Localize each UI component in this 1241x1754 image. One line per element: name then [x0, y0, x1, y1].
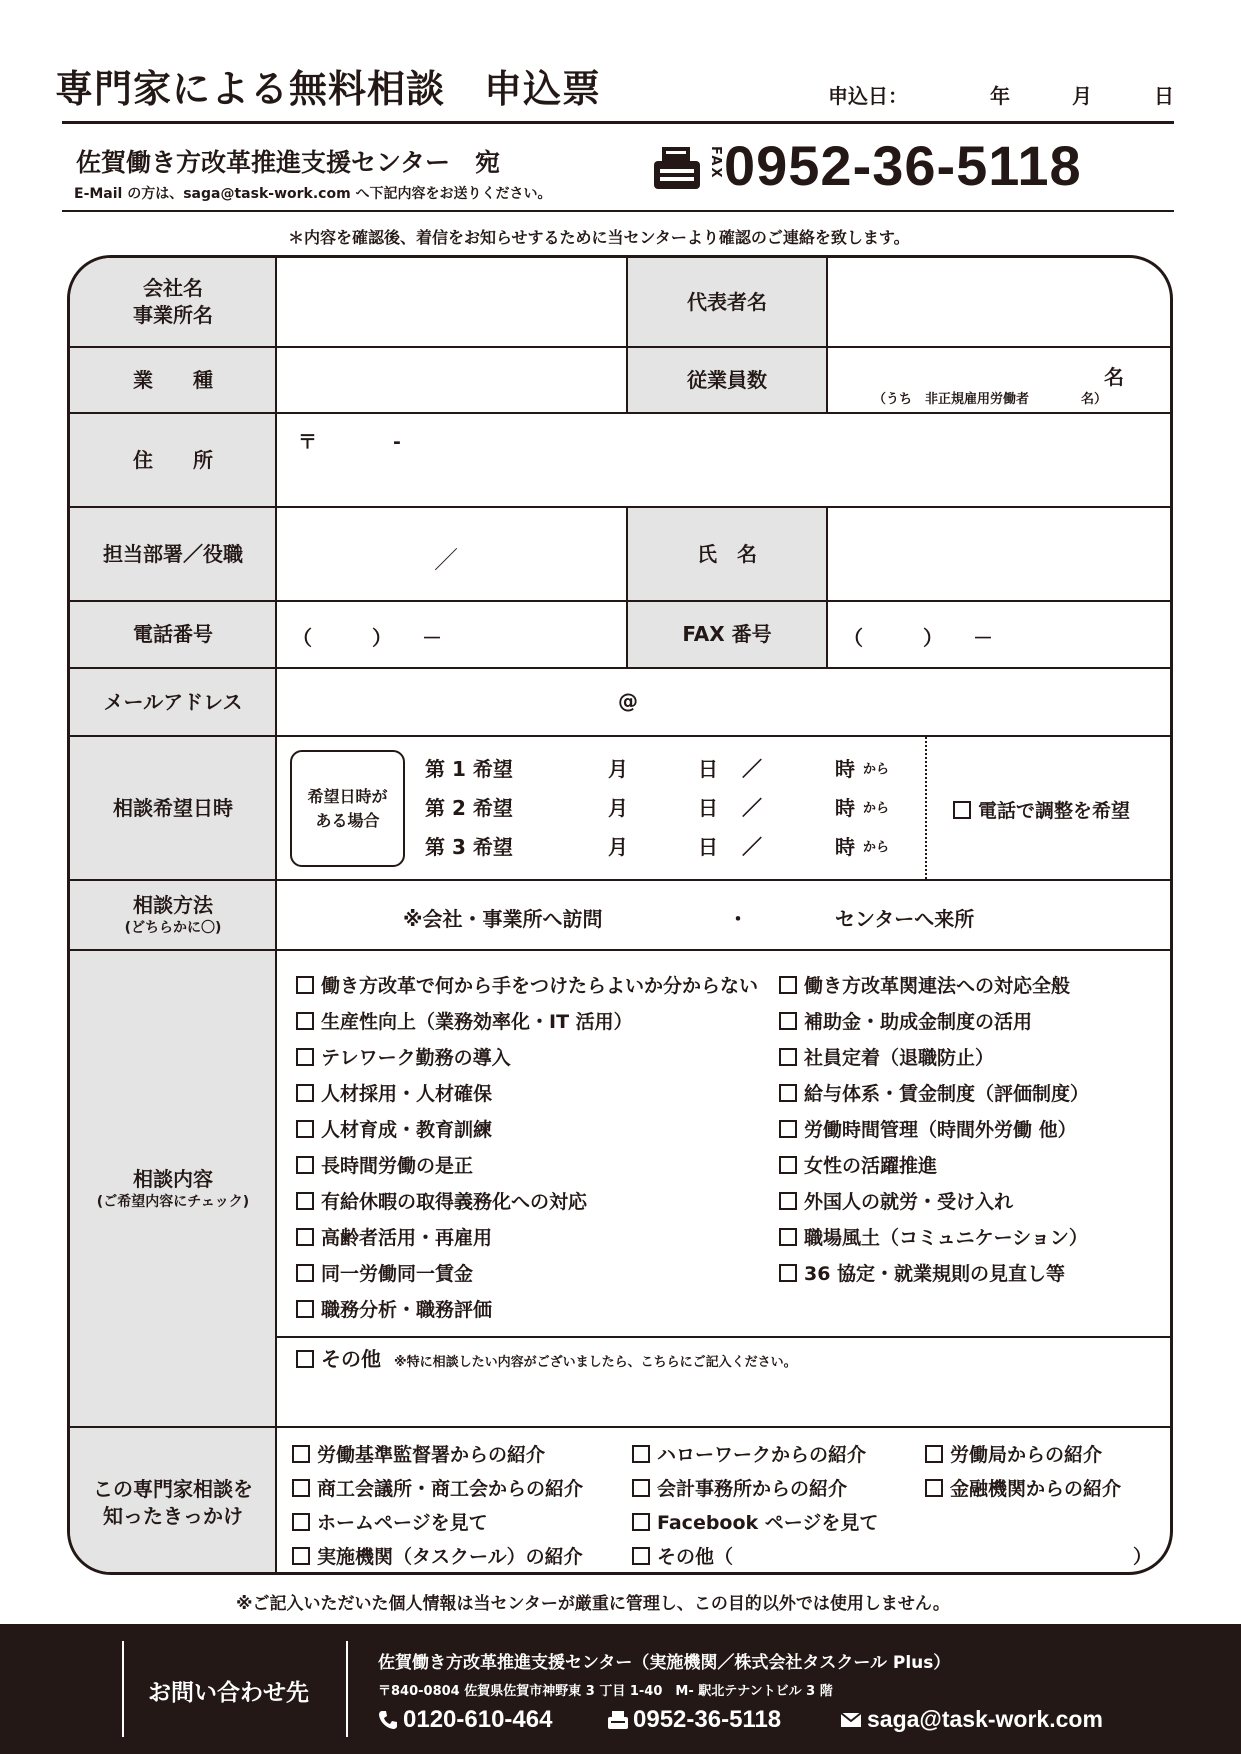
topic-label: 生産性向上（業務効率化・IT 活用）: [321, 1011, 633, 1033]
checkbox[interactable]: [779, 1120, 797, 1138]
employees-unit: 名: [1104, 365, 1124, 389]
grid-line: [70, 879, 1173, 881]
wish-label: 第 1 希望: [425, 757, 513, 781]
source-option[interactable]: [925, 1474, 1121, 1501]
topic-right-1[interactable]: [779, 971, 1070, 998]
label-industry: [70, 348, 276, 412]
checkbox[interactable]: [296, 1120, 314, 1138]
privacy-note: ※ご記入いただいた個人情報は当センターが厳重に管理し、この目的以外では使用しません。: [236, 1594, 950, 1614]
fax-machine-icon: [652, 145, 702, 191]
phone-icon: [378, 1709, 398, 1731]
label-email: [70, 669, 276, 735]
label-employees: [627, 348, 827, 412]
label-phone: [70, 602, 276, 667]
grid-line: [70, 735, 1173, 737]
phone-adjust-label: 電話で調整を希望: [978, 800, 1131, 822]
date-day-label: 日: [1154, 84, 1174, 108]
wish-label: 第 3 希望: [425, 835, 513, 859]
label-content-note: (ご希望内容にチェック): [96, 1193, 250, 1210]
label-representative-text: 代表者名: [687, 289, 767, 314]
label-address-text: 住 所: [133, 447, 213, 472]
source-option[interactable]: [632, 1440, 866, 1467]
checkbox[interactable]: [296, 1264, 314, 1282]
wish-slash: ／: [742, 757, 762, 781]
checkbox[interactable]: [296, 1228, 314, 1246]
source-option-other[interactable]: [632, 1542, 733, 1569]
source-label: 会計事務所からの紹介: [657, 1478, 848, 1500]
topic-right-2[interactable]: [779, 1007, 1032, 1034]
checkbox[interactable]: [296, 1048, 314, 1066]
application-date-label: 申込日：: [828, 84, 908, 108]
footer-email[interactable]: saga@task-work.com: [867, 1706, 1103, 1732]
label-employees-text: 従業員数: [687, 367, 767, 392]
wish-from: から: [863, 840, 890, 855]
wish-month: 月: [608, 796, 628, 820]
checkbox[interactable]: [292, 1479, 310, 1497]
topic-left-1[interactable]: [296, 971, 758, 998]
checkbox[interactable]: [296, 1300, 314, 1318]
checkbox[interactable]: [296, 976, 314, 994]
topic-right-6[interactable]: [779, 1151, 937, 1178]
source-option[interactable]: [292, 1474, 583, 1501]
header-top-rule: [62, 121, 1174, 124]
source-label: その他（: [657, 1546, 734, 1568]
topic-label: 高齢者活用・再雇用: [321, 1227, 493, 1249]
representative-field[interactable]: [828, 258, 1173, 346]
checkbox[interactable]: [292, 1547, 310, 1565]
topic-label: 職場風土（コミュニケーション）: [804, 1227, 1088, 1249]
fax-field[interactable]: [828, 602, 1173, 667]
topic-label: 働き方改革で何から手をつけたらよいか分からない: [321, 975, 759, 997]
label-method-note: (どちらかに〇): [124, 920, 222, 937]
fax-icon: [607, 1710, 629, 1730]
grid-line: [626, 508, 628, 669]
checkbox[interactable]: [779, 976, 797, 994]
label-fax-text: FAX 番号: [682, 622, 772, 646]
footer-address: 〒840-0804 佐賀県佐賀市神野東 3 丁目 1-40 M- 駅北テナントビル 3 階: [378, 1684, 833, 1699]
department-slash: ／: [434, 546, 458, 574]
datetime-condition-box: 希望日時が ある場合: [290, 750, 405, 867]
checkbox[interactable]: [779, 1156, 797, 1174]
wish-from: から: [863, 801, 890, 816]
wish-row-2[interactable]: [425, 792, 895, 822]
source-option[interactable]: [292, 1508, 488, 1535]
checkbox[interactable]: [296, 1012, 314, 1030]
topic-label: 外国人の就労・受け入れ: [804, 1191, 1014, 1213]
label-source: [70, 1428, 276, 1575]
topic-left-2[interactable]: [296, 1007, 633, 1034]
source-option[interactable]: [292, 1440, 545, 1467]
grid-line: [70, 1426, 1173, 1428]
topic-label: 長時間労働の是正: [321, 1155, 474, 1177]
mail-icon: [840, 1712, 862, 1728]
date-month-label: 月: [1072, 84, 1092, 108]
topic-label: 36 協定・就業規則の見直し等: [804, 1263, 1066, 1285]
wish-slash: ／: [742, 796, 762, 820]
grid-line: [626, 348, 628, 414]
source-label: 労働基準監督署からの紹介: [317, 1444, 546, 1466]
topic-label: 働き方改革関連法への対応全般: [804, 975, 1071, 997]
topic-other-label: その他: [321, 1347, 381, 1371]
label-source-line2: 知ったきっかけ: [103, 1504, 243, 1528]
source-label: 商工会議所・商工会からの紹介: [317, 1478, 584, 1500]
source-option[interactable]: [632, 1474, 847, 1501]
checkbox[interactable]: [296, 1350, 314, 1368]
source-option[interactable]: [632, 1508, 878, 1535]
checkbox[interactable]: [296, 1084, 314, 1102]
checkbox[interactable]: [779, 1264, 797, 1282]
contact-name-field[interactable]: [828, 508, 1173, 600]
method-visit-option[interactable]: ※会社・事業所へ訪問: [403, 907, 603, 931]
footer-fax[interactable]: 0952-36-5118: [633, 1706, 782, 1733]
phone-field[interactable]: [277, 602, 626, 667]
checkbox[interactable]: [292, 1445, 310, 1463]
checkbox[interactable]: [296, 1156, 314, 1174]
wish-month: 月: [608, 835, 628, 859]
label-representative: [627, 258, 827, 346]
grid-line: [626, 258, 628, 348]
topic-left-5[interactable]: [296, 1115, 492, 1142]
topic-right-4[interactable]: [779, 1079, 1089, 1106]
topic-left-9[interactable]: [296, 1259, 473, 1286]
topic-left-8[interactable]: [296, 1223, 492, 1250]
source-label: ホームページを見て: [317, 1512, 488, 1534]
form-title: 専門家による無料相談 申込票: [55, 67, 602, 111]
topic-label: 給与体系・賃金制度（評価制度）: [804, 1083, 1090, 1105]
wish-day: 日: [698, 757, 718, 781]
topic-other-note: ※特に相談したい内容がございましたら、こちらにご記入ください。: [393, 1355, 797, 1370]
employees-note: （うち 非正規雇用労働者 名）: [873, 392, 1108, 407]
checkbox[interactable]: [925, 1445, 943, 1463]
label-department: [70, 508, 276, 600]
wish-label: 第 2 希望: [425, 796, 513, 820]
footer-contact: [0, 1624, 1241, 1754]
label-industry-text: 業 種: [133, 367, 213, 392]
header-bottom-rule: [62, 210, 1174, 212]
address-field[interactable]: [277, 414, 1173, 506]
postal-code-mark: 〒 -: [298, 431, 401, 453]
checkbox[interactable]: [779, 1084, 797, 1102]
topic-label: 女性の活躍推進: [804, 1155, 938, 1177]
employees-field[interactable]: [828, 348, 1173, 412]
label-content: [70, 951, 276, 1426]
source-option[interactable]: [292, 1542, 583, 1569]
department-field[interactable]: [277, 508, 626, 600]
wish-row-3[interactable]: [425, 831, 895, 861]
label-method: [70, 881, 276, 949]
grid-line: [276, 1336, 1173, 1338]
footer-divider: [346, 1641, 348, 1737]
label-company-line1: 会社名: [143, 276, 203, 300]
dotted-divider: [925, 737, 927, 879]
label-source-line1: この専門家相談を: [93, 1477, 253, 1501]
phone-adjust-option[interactable]: [953, 796, 1130, 823]
label-name: [627, 508, 827, 600]
source-label: 労働局からの紹介: [950, 1444, 1103, 1466]
topic-label: テレワーク勤務の導入: [321, 1047, 511, 1069]
fax-format: （ ） －: [843, 626, 993, 650]
email-field[interactable]: [277, 669, 1173, 735]
topic-left-4[interactable]: [296, 1079, 492, 1106]
checkbox[interactable]: [925, 1479, 943, 1497]
topic-label: 職務分析・職務評価: [321, 1299, 493, 1321]
label-name-text: 氏 名: [697, 541, 757, 566]
wish-slash: ／: [742, 835, 762, 859]
topic-left-10[interactable]: [296, 1295, 492, 1322]
industry-field[interactable]: [277, 348, 626, 412]
date-year-label: 年: [990, 84, 1010, 108]
topic-right-8[interactable]: [779, 1223, 1088, 1250]
topic-label: 有給休暇の取得義務化への対応: [321, 1191, 588, 1213]
label-address: [70, 414, 276, 506]
label-email-text: メールアドレス: [103, 689, 243, 714]
topic-label: 労働時間管理（時間外労働 他）: [804, 1119, 1077, 1141]
topic-left-3[interactable]: [296, 1043, 511, 1070]
confirmation-note: ＊内容を確認後、着信をお知らせするために当センターより確認のご連絡を致します。: [288, 228, 910, 247]
checkbox[interactable]: [632, 1547, 650, 1565]
wish-hour: 時: [835, 835, 855, 859]
checkbox[interactable]: [632, 1513, 650, 1531]
checkbox[interactable]: [632, 1445, 650, 1463]
topic-right-5[interactable]: [779, 1115, 1077, 1142]
topic-right-7[interactable]: [779, 1187, 1013, 1214]
source-option[interactable]: [925, 1440, 1102, 1467]
topic-right-3[interactable]: [779, 1043, 994, 1070]
label-datetime: [70, 737, 276, 879]
wish-hour: 時: [835, 757, 855, 781]
company-name-field[interactable]: [277, 258, 626, 346]
topic-left-7[interactable]: [296, 1187, 587, 1214]
topic-left-6[interactable]: [296, 1151, 473, 1178]
application-form: [67, 255, 1173, 1575]
fax-vertical-label: FAX: [708, 146, 723, 180]
source-label: ハローワークからの紹介: [657, 1444, 867, 1466]
footer-divider: [122, 1641, 124, 1737]
checkbox[interactable]: [953, 801, 971, 819]
topic-right-9[interactable]: [779, 1259, 1065, 1286]
wish-row-1[interactable]: [425, 753, 895, 783]
wish-month: 月: [608, 757, 628, 781]
topic-label: 人材育成・教育訓練: [321, 1119, 493, 1141]
label-datetime-text: 相談希望日時: [113, 795, 233, 820]
method-separator: ・: [728, 907, 748, 931]
phone-format: （ ） －: [292, 626, 442, 650]
source-label: 実施機関（タスクール）の紹介: [317, 1546, 583, 1568]
label-content-text: 相談内容: [133, 1166, 213, 1191]
checkbox[interactable]: [779, 1048, 797, 1066]
topic-label: 同一労働同一賃金: [321, 1263, 474, 1285]
label-company-line2: 事業所名: [133, 303, 213, 327]
topic-label: 補助金・助成金制度の活用: [804, 1011, 1033, 1033]
other-details-field[interactable]: [296, 1370, 1156, 1422]
topic-label: 人材採用・人材確保: [321, 1083, 493, 1105]
label-method-text: 相談方法: [133, 893, 213, 918]
wish-from: から: [863, 762, 890, 777]
grid-line: [70, 949, 1173, 951]
label-department-text: 担当部署／役職: [103, 541, 243, 566]
recipient-name: 佐賀働き方改革推進支援センター 宛: [76, 148, 501, 177]
email-instruction: E-Mail の方は、saga@task-work.com へ下記内容をお送りください。: [74, 186, 552, 202]
source-label: Facebook ページを見て: [657, 1512, 879, 1534]
topic-other[interactable]: [296, 1343, 797, 1372]
checkbox[interactable]: [292, 1513, 310, 1531]
label-fax: [627, 602, 827, 667]
footer-org: 佐賀働き方改革推進支援センター（実施機関／株式会社タスクール Plus）: [378, 1653, 951, 1673]
topic-label: 社員定着（退職防止）: [804, 1047, 995, 1069]
label-phone-text: 電話番号: [133, 622, 213, 646]
method-center-option[interactable]: センターへ来所: [835, 907, 975, 931]
label-company: [70, 258, 276, 346]
checkbox[interactable]: [779, 1228, 797, 1246]
wish-hour: 時: [835, 796, 855, 820]
source-label: 金融機関からの紹介: [950, 1478, 1122, 1500]
checkbox[interactable]: [296, 1192, 314, 1210]
wish-day: 日: [698, 835, 718, 859]
fax-number-large: 0952-36-5118: [724, 134, 1082, 197]
checkbox[interactable]: [779, 1012, 797, 1030]
wish-day: 日: [698, 796, 718, 820]
source-other-close-paren: ）: [1133, 1546, 1153, 1568]
checkbox[interactable]: [632, 1479, 650, 1497]
checkbox[interactable]: [779, 1192, 797, 1210]
email-at-sign: @: [618, 689, 638, 713]
footer-tel[interactable]: 0120-610-464: [403, 1706, 553, 1733]
contact-label: お問い合わせ先: [148, 1680, 309, 1706]
